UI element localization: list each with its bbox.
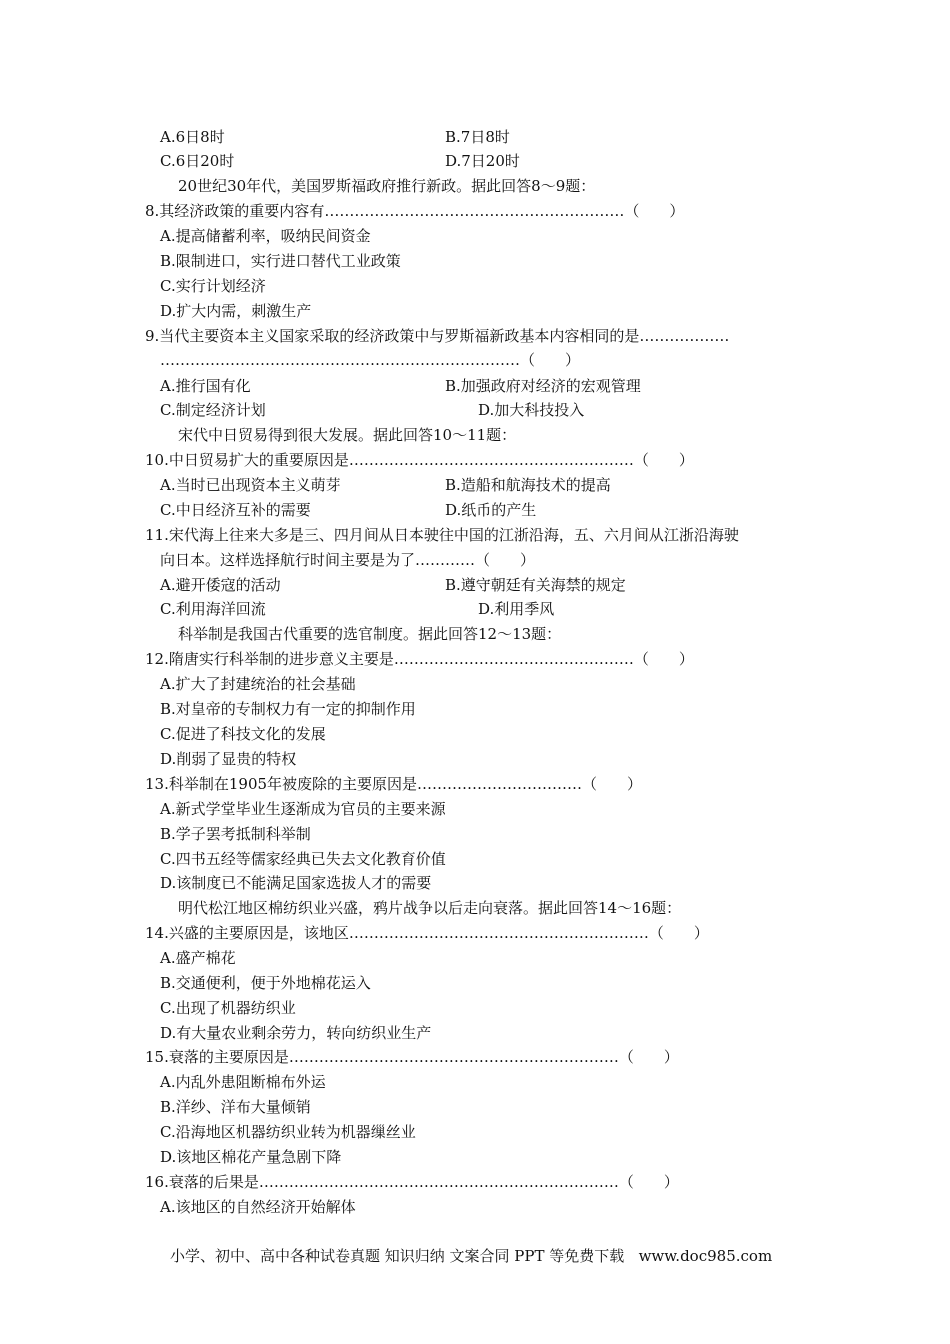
- option-a: A.内乱外患阻断棉布外运: [160, 1073, 326, 1091]
- option-b: B.洋纱、洋布大量倾销: [160, 1098, 311, 1116]
- option-b: B.加强政府对经济的宏观管理: [445, 377, 641, 395]
- option-d: D.加大科技投入: [478, 401, 585, 419]
- question-16: 16.衰落的后果是………………………………………………………………（ ）: [145, 1173, 679, 1191]
- section-intro: 明代松江地区棉纺织业兴盛，鸦片战争以后走向衰落。据此回答14～16题：: [178, 899, 682, 917]
- section-intro: 宋代中日贸易得到很大发展。据此回答10～11题：: [178, 426, 517, 444]
- question-14: 14.兴盛的主要原因是，该地区……………………………………………………（ ）: [145, 924, 709, 942]
- option-b: B.遵守朝廷有关海禁的规定: [445, 576, 626, 594]
- option-d: D.利用季风: [478, 600, 555, 618]
- option-c: C.实行计划经济: [160, 277, 266, 295]
- option-d: D.扩大内需，刺激生产: [160, 302, 312, 320]
- question-15: 15.衰落的主要原因是…………………………………………………………（ ）: [145, 1048, 679, 1066]
- option-d: D.7日20时: [445, 152, 520, 170]
- option-a: A.6日8时: [160, 128, 225, 146]
- option-b: B.造船和航海技术的提高: [445, 476, 611, 494]
- option-a: A.扩大了封建统治的社会基础: [160, 675, 356, 693]
- option-d: D.削弱了显贵的特权: [160, 750, 297, 768]
- option-c: C.出现了机器纺织业: [160, 999, 296, 1017]
- option-d: D.该地区棉花产量急剧下降: [160, 1148, 342, 1166]
- option-b: B.学子罢考抵制科举制: [160, 825, 311, 843]
- question-12: 12.隋唐实行科举制的进步意义主要是…………………………………………（ ）: [145, 650, 694, 668]
- option-c: C.沿海地区机器纺织业转为机器缫丝业: [160, 1123, 416, 1141]
- option-d: D.有大量农业剩余劳力，转向纺织业生产: [160, 1024, 432, 1042]
- option-a: A.避开倭寇的活动: [160, 576, 281, 594]
- option-b: B.限制进口，实行进口替代工业政策: [160, 252, 401, 270]
- option-c: C.制定经济计划: [160, 401, 266, 419]
- option-c: C.促进了科技文化的发展: [160, 725, 326, 743]
- question-8: 8.其经济政策的重要内容有……………………………………………………（ ）: [145, 202, 685, 220]
- option-b: B.交通便利，便于外地棉花运入: [160, 974, 371, 992]
- page-footer: 小学、初中、高中各种试卷真题 知识归纳 文案合同 PPT 等免费下载 www.doc985.com: [170, 1247, 773, 1265]
- question-11: 11.宋代海上往来大多是三、四月间从日本驶往中国的江浙沿海，五、六月间从江浙沿海驶: [145, 526, 739, 544]
- option-b: B.7日8时: [445, 128, 510, 146]
- option-a: A.新式学堂毕业生逐渐成为官员的主要来源: [160, 800, 446, 818]
- option-b: B.对皇帝的专制权力有一定的抑制作用: [160, 700, 416, 718]
- section-intro: 20世纪30年代，美国罗斯福政府推行新政。据此回答8～9题：: [178, 177, 596, 195]
- question-11-cont: 向日本。这样选择航行时间主要是为了…………（ ）: [160, 551, 536, 569]
- question-9-cont: ………………………………………………………………（ ）: [160, 351, 581, 369]
- option-d: D.该制度已不能满足国家选拔人才的需要: [160, 874, 432, 892]
- option-c: C.中日经济互补的需要: [160, 501, 311, 519]
- question-10: 10.中日贸易扩大的重要原因是…………………………………………………（ ）: [145, 451, 694, 469]
- option-a: A.提高储蓄利率，吸纳民间资金: [160, 227, 371, 245]
- section-intro: 科举制是我国古代重要的选官制度。据此回答12～13题：: [178, 625, 562, 643]
- option-a: A.推行国有化: [160, 377, 251, 395]
- question-9: 9.当代主要资本主义国家采取的经济政策中与罗斯福新政基本内容相同的是………………: [145, 327, 730, 345]
- option-d: D.纸币的产生: [445, 501, 537, 519]
- option-a: A.该地区的自然经济开始解体: [160, 1198, 356, 1216]
- option-c: C.四书五经等儒家经典已失去文化教育价值: [160, 850, 446, 868]
- option-c: C.利用海洋回流: [160, 600, 266, 618]
- option-c: C.6日20时: [160, 152, 235, 170]
- question-13: 13.科举制在1905年被废除的主要原因是……………………………（ ）: [145, 775, 643, 793]
- option-a: A.盛产棉花: [160, 949, 236, 967]
- option-a: A.当时已出现资本主义萌芽: [160, 476, 341, 494]
